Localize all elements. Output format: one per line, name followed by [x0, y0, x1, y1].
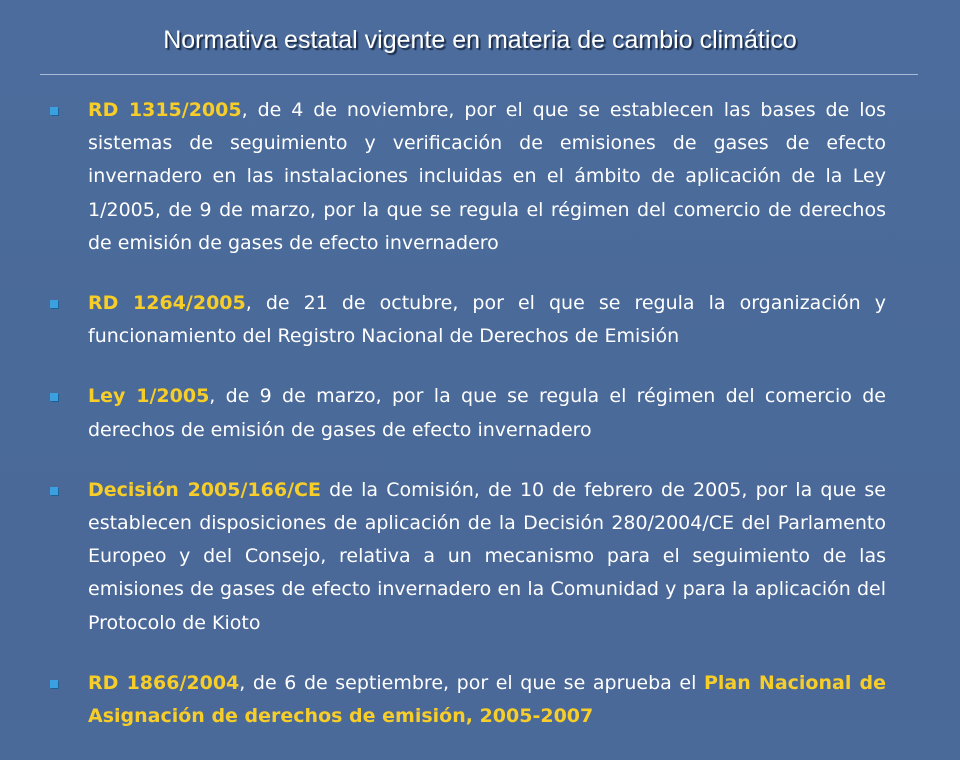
list-item [50, 474, 886, 640]
square-bullet-icon [50, 680, 58, 688]
regulation-description: , de 21 de octubre, por el que se regula la organización y funcionamiento del Registro Nacional de Derechos de Emisión [88, 292, 886, 348]
regulation-reference: Decisión 2005/166/CE [88, 478, 321, 501]
list-item [50, 287, 886, 353]
regulation-reference: RD 1264/2005 [88, 292, 246, 315]
slide-title: Normativa estatal vigente en materia de cambio climático [163, 26, 797, 54]
regulation-reference: RD 1866/2004 [88, 671, 240, 694]
bullet-list [50, 94, 886, 760]
regulation-reference: RD 1315/2005 [88, 99, 242, 121]
list-item [50, 667, 886, 733]
square-bullet-icon [50, 107, 58, 115]
title-divider [40, 74, 918, 75]
regulation-description: , de 4 de noviembre, por el que se establecen las bases de los sistemas de seguimiento y verificación de emisiones de gases de efecto invernadero en las instalaciones incluidas en el ámbito de aplicación de la Ley 1/2005, de 9 de marzo, por la que se regula el régimen del comercio de derechos de emisión de gases de efecto invernadero [88, 99, 887, 254]
regulation-reference: Ley 1/2005 [88, 385, 210, 408]
square-bullet-icon [50, 487, 58, 495]
list-item [50, 94, 886, 260]
plan-reference: Plan Nacional de Asignación de derechos de emisión, 2005-2007 [88, 671, 886, 728]
list-item [50, 380, 886, 446]
regulation-description: , de 9 de marzo, por la que se regula el régimen del comercio de derechos de emisión de gases de efecto invernadero [88, 385, 886, 441]
square-bullet-icon [50, 300, 58, 308]
regulation-description: , de 6 de septiembre, por el que se aprueba el [239, 671, 704, 694]
square-bullet-icon [50, 393, 58, 401]
regulation-description: de la Comisión, de 10 de febrero de 2005, por la que se establecen disposiciones de aplicación de la Decisión 280/2004/CE del Parlamento Europeo y del Consejo, relativa a un mecanismo para el seguimiento de las emisiones de gases de efecto invernadero en la Comunidad y para la aplicación del Protocolo de Kioto [88, 478, 886, 634]
